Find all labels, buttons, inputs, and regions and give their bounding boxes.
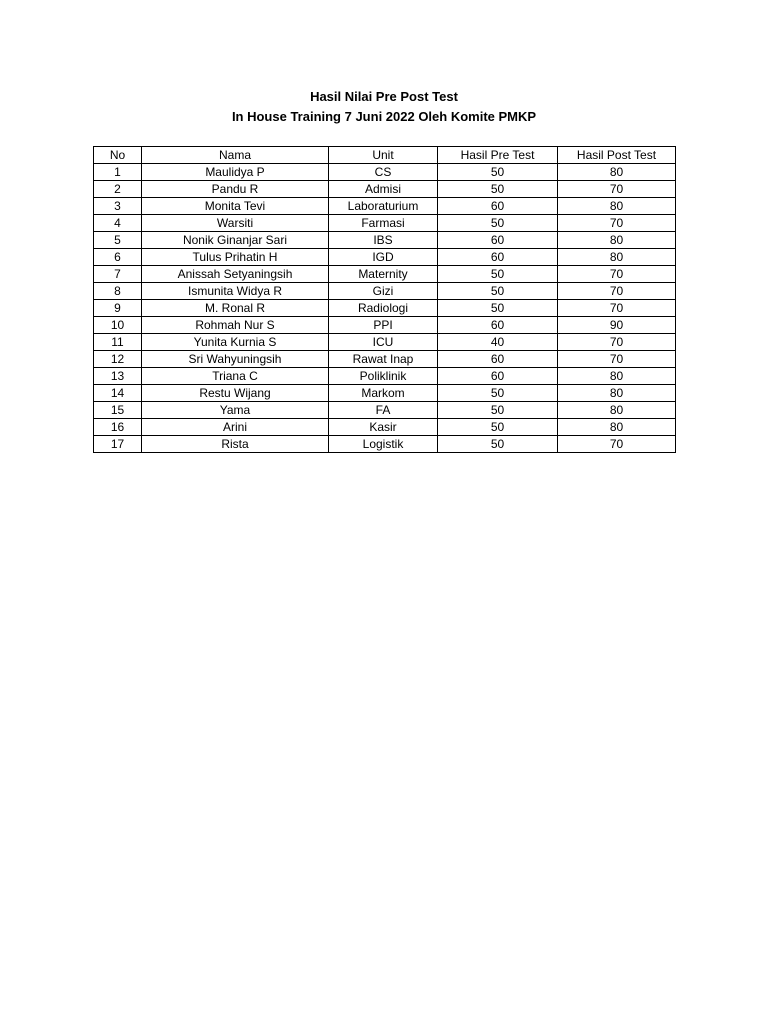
cell-nama: M. Ronal R bbox=[142, 300, 329, 317]
cell-no: 12 bbox=[94, 351, 142, 368]
cell-unit: PPI bbox=[329, 317, 438, 334]
cell-post-test: 70 bbox=[558, 283, 676, 300]
table-row bbox=[94, 402, 676, 419]
cell-unit: Gizi bbox=[329, 283, 438, 300]
cell-post-test: 70 bbox=[558, 436, 676, 453]
cell-no: 6 bbox=[94, 249, 142, 266]
table-row bbox=[94, 300, 676, 317]
cell-pre-test: 60 bbox=[438, 198, 558, 215]
cell-nama: Nonik Ginanjar Sari bbox=[142, 232, 329, 249]
cell-no: 5 bbox=[94, 232, 142, 249]
cell-no: 10 bbox=[94, 317, 142, 334]
table-row bbox=[94, 317, 676, 334]
cell-no: 15 bbox=[94, 402, 142, 419]
cell-unit: ICU bbox=[329, 334, 438, 351]
cell-unit: Kasir bbox=[329, 419, 438, 436]
document-title: Hasil Nilai Pre Post Test bbox=[310, 89, 458, 104]
cell-pre-test: 50 bbox=[438, 215, 558, 232]
cell-no: 13 bbox=[94, 368, 142, 385]
cell-no: 8 bbox=[94, 283, 142, 300]
cell-pre-test: 50 bbox=[438, 385, 558, 402]
cell-post-test: 80 bbox=[558, 419, 676, 436]
table-row bbox=[94, 215, 676, 232]
document-subtitle: In House Training 7 Juni 2022 Oleh Komite PMKP bbox=[231, 109, 537, 124]
cell-pre-test: 60 bbox=[438, 249, 558, 266]
cell-unit: Maternity bbox=[329, 266, 438, 283]
cell-post-test: 70 bbox=[558, 266, 676, 283]
table-row bbox=[94, 266, 676, 283]
cell-nama: Yama bbox=[142, 402, 329, 419]
cell-no: 17 bbox=[94, 436, 142, 453]
table-row bbox=[94, 419, 676, 436]
table-row bbox=[94, 385, 676, 402]
cell-pre-test: 50 bbox=[438, 266, 558, 283]
cell-pre-test: 50 bbox=[438, 402, 558, 419]
table-row bbox=[94, 436, 676, 453]
cell-unit: Radiologi bbox=[329, 300, 438, 317]
cell-post-test: 70 bbox=[558, 351, 676, 368]
cell-unit: Poliklinik bbox=[329, 368, 438, 385]
table-header-row bbox=[94, 147, 676, 164]
cell-post-test: 70 bbox=[558, 215, 676, 232]
cell-unit: Laboraturium bbox=[329, 198, 438, 215]
cell-unit: IGD bbox=[329, 249, 438, 266]
table-row bbox=[94, 181, 676, 198]
cell-pre-test: 40 bbox=[438, 334, 558, 351]
cell-post-test: 80 bbox=[558, 368, 676, 385]
cell-no: 9 bbox=[94, 300, 142, 317]
table-row bbox=[94, 351, 676, 368]
cell-post-test: 80 bbox=[558, 232, 676, 249]
cell-nama: Sri Wahyuningsih bbox=[142, 351, 329, 368]
cell-nama: Yunita Kurnia S bbox=[142, 334, 329, 351]
cell-no: 16 bbox=[94, 419, 142, 436]
cell-post-test: 80 bbox=[558, 249, 676, 266]
cell-pre-test: 60 bbox=[438, 351, 558, 368]
cell-unit: IBS bbox=[329, 232, 438, 249]
cell-unit: Farmasi bbox=[329, 215, 438, 232]
cell-post-test: 90 bbox=[558, 317, 676, 334]
cell-no: 4 bbox=[94, 215, 142, 232]
cell-nama: Rista bbox=[142, 436, 329, 453]
cell-nama: Maulidya P bbox=[142, 164, 329, 181]
cell-no: 3 bbox=[94, 198, 142, 215]
cell-nama: Pandu R bbox=[142, 181, 329, 198]
cell-nama: Anissah Setyaningsih bbox=[142, 266, 329, 283]
header-unit: Unit bbox=[329, 147, 438, 164]
header-pre-test: Hasil Pre Test bbox=[438, 147, 558, 164]
cell-unit: Logistik bbox=[329, 436, 438, 453]
cell-no: 11 bbox=[94, 334, 142, 351]
cell-post-test: 80 bbox=[558, 402, 676, 419]
cell-unit: Markom bbox=[329, 385, 438, 402]
cell-pre-test: 50 bbox=[438, 181, 558, 198]
cell-post-test: 80 bbox=[558, 198, 676, 215]
cell-no: 14 bbox=[94, 385, 142, 402]
table-row bbox=[94, 283, 676, 300]
header-no: No bbox=[94, 147, 142, 164]
cell-no: 2 bbox=[94, 181, 142, 198]
cell-post-test: 70 bbox=[558, 334, 676, 351]
table-row bbox=[94, 334, 676, 351]
cell-nama: Ismunita Widya R bbox=[142, 283, 329, 300]
cell-post-test: 70 bbox=[558, 300, 676, 317]
cell-pre-test: 50 bbox=[438, 436, 558, 453]
cell-pre-test: 50 bbox=[438, 164, 558, 181]
table-row bbox=[94, 368, 676, 385]
cell-nama: Warsiti bbox=[142, 215, 329, 232]
table-row bbox=[94, 198, 676, 215]
cell-unit: Rawat Inap bbox=[329, 351, 438, 368]
cell-nama: Rohmah Nur S bbox=[142, 317, 329, 334]
cell-no: 7 bbox=[94, 266, 142, 283]
cell-unit: Admisi bbox=[329, 181, 438, 198]
results-table bbox=[93, 146, 676, 453]
cell-unit: FA bbox=[329, 402, 438, 419]
cell-no: 1 bbox=[94, 164, 142, 181]
table-row bbox=[94, 164, 676, 181]
cell-pre-test: 50 bbox=[438, 419, 558, 436]
cell-pre-test: 50 bbox=[438, 300, 558, 317]
cell-post-test: 80 bbox=[558, 385, 676, 402]
cell-post-test: 80 bbox=[558, 164, 676, 181]
cell-pre-test: 50 bbox=[438, 283, 558, 300]
cell-pre-test: 60 bbox=[438, 368, 558, 385]
cell-pre-test: 60 bbox=[438, 232, 558, 249]
cell-nama: Arini bbox=[142, 419, 329, 436]
cell-nama: Monita Tevi bbox=[142, 198, 329, 215]
table-row bbox=[94, 249, 676, 266]
cell-pre-test: 60 bbox=[438, 317, 558, 334]
cell-unit: CS bbox=[329, 164, 438, 181]
table-row bbox=[94, 232, 676, 249]
header-post-test: Hasil Post Test bbox=[558, 147, 676, 164]
cell-nama: Restu Wijang bbox=[142, 385, 329, 402]
cell-nama: Tulus Prihatin H bbox=[142, 249, 329, 266]
cell-nama: Triana C bbox=[142, 368, 329, 385]
header-nama: Nama bbox=[142, 147, 329, 164]
cell-post-test: 70 bbox=[558, 181, 676, 198]
